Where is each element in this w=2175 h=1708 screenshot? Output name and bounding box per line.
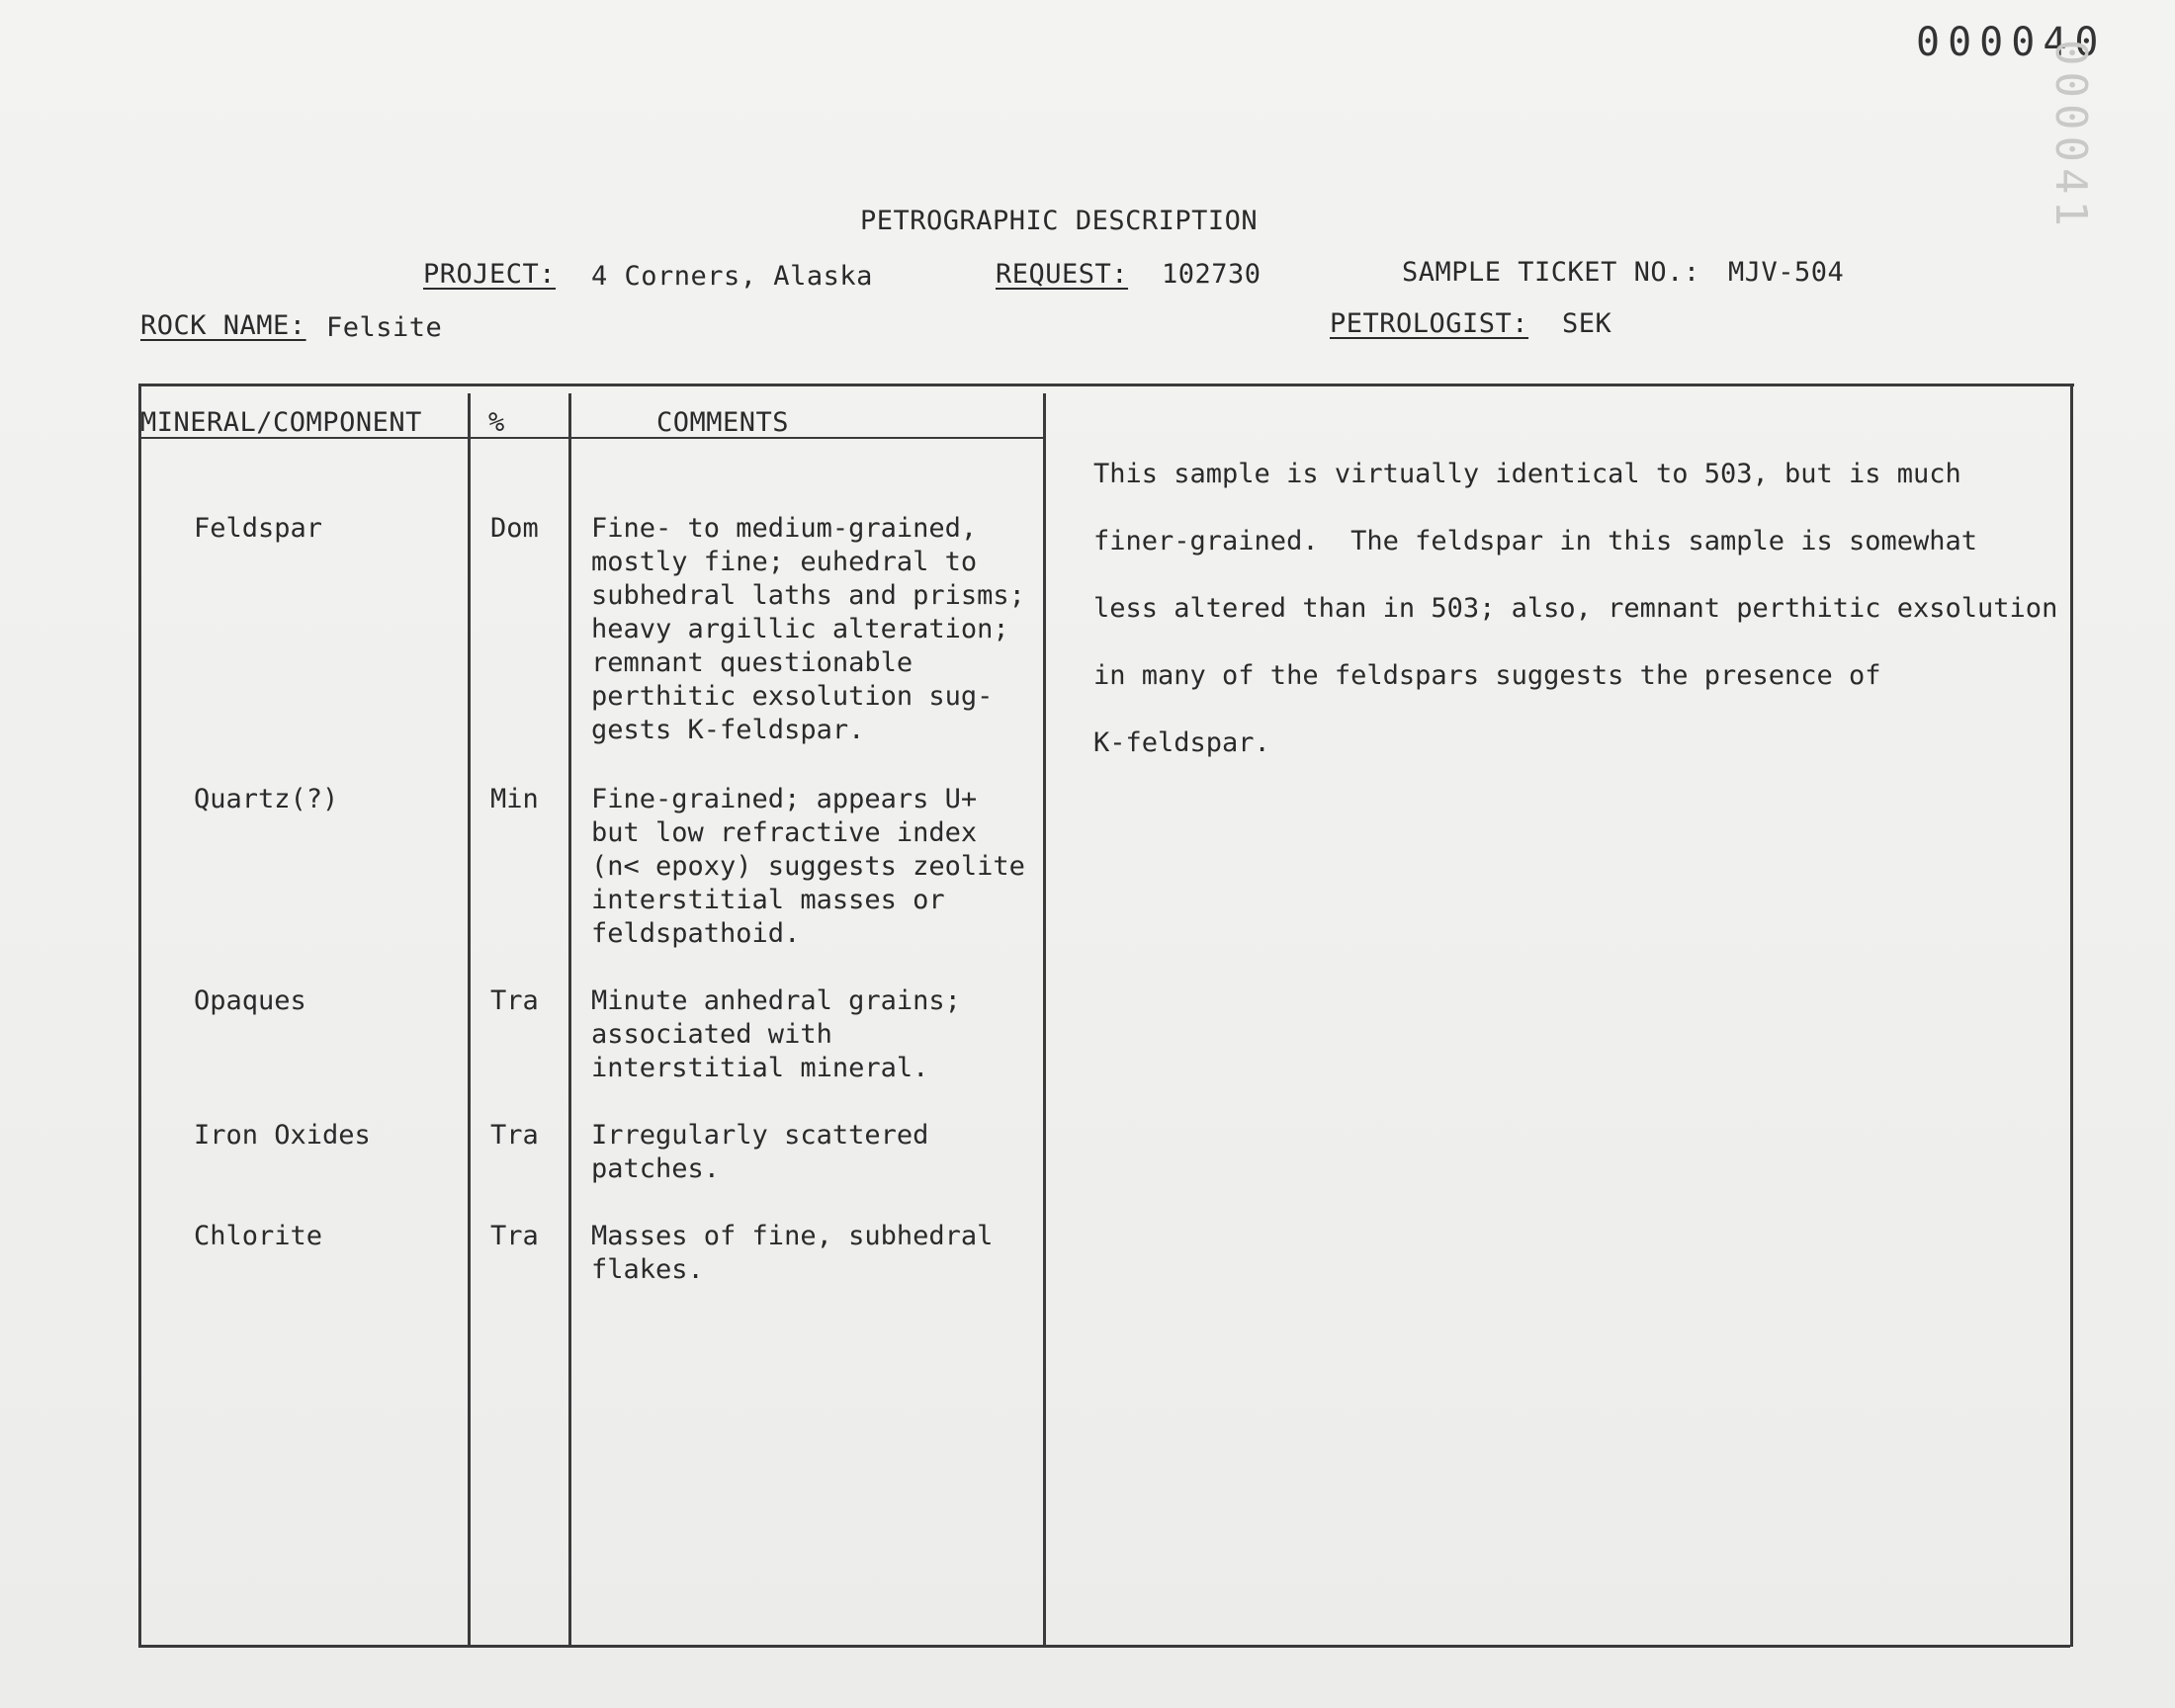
table-row-mineral: Quartz(?)	[194, 784, 339, 814]
table-top-border	[138, 384, 2074, 386]
table-row-comment: Fine- to medium-grained, mostly fine; euhedral to subhedral laths and prisms; heavy argillic alteration; remnant questionable perthitic exsolution sug- gests K-feldspar.	[591, 513, 1025, 745]
table-row-mineral: Feldspar	[194, 513, 323, 544]
table-row-comment: Minute anhedral grains; associated with interstitial mineral.	[591, 985, 961, 1083]
column-divider-remarks	[1043, 393, 1046, 1645]
table-left-border	[138, 384, 141, 1647]
sample-ticket-value: MJV-504	[1728, 257, 1845, 288]
request-value: 102730	[1162, 259, 1262, 290]
rock-name-value: Felsite	[326, 312, 443, 343]
project-label: PROJECT:	[423, 259, 557, 290]
table-row-mineral: Chlorite	[194, 1221, 323, 1251]
table-row-percent: Min	[490, 784, 539, 814]
sample-ticket-label: SAMPLE TICKET NO.:	[1402, 257, 1700, 288]
request-label: REQUEST:	[996, 259, 1129, 290]
column-divider-percent	[468, 393, 471, 1645]
table-right-border	[2070, 384, 2073, 1647]
document-number-stamp: 000040	[1916, 20, 2107, 65]
column-divider-comments	[568, 393, 571, 1645]
side-number-stamp: 000041	[2045, 40, 2096, 232]
project-value: 4 Corners, Alaska	[591, 261, 873, 292]
table-row-comment: Irregularly scattered patches.	[591, 1120, 929, 1184]
table-row-percent: Tra	[490, 1221, 539, 1251]
column-header-mineral: MINERAL/COMPONENT	[140, 407, 422, 438]
petrologist-label: PETROLOGIST:	[1330, 308, 1529, 339]
document-title: PETROGRAPHIC DESCRIPTION	[860, 206, 1259, 236]
remarks-text: This sample is virtually identical to 503, but is much finer-grained. The feldspar in this sample is somewhat less altered than in 503; also, remnant perthitic exsolution in many of the feldspars suggests the presence of K-feldspar.	[1093, 459, 2058, 758]
table-row-percent: Dom	[490, 513, 539, 544]
petrologist-value: SEK	[1562, 308, 1612, 339]
table-bottom-border	[138, 1645, 2070, 1648]
table-row-comment: Fine-grained; appears U+ but low refractive index (n< epoxy) suggests zeolite interstitial masses or feldspathoid.	[591, 784, 1025, 949]
table-row-percent: Tra	[490, 985, 539, 1016]
table-row-comment: Masses of fine, subhedral flakes.	[591, 1221, 994, 1285]
column-header-comments: COMMENTS	[656, 407, 790, 438]
table-row-percent: Tra	[490, 1120, 539, 1151]
table-row-mineral: Iron Oxides	[194, 1120, 371, 1151]
column-header-percent: %	[488, 407, 505, 438]
rock-name-label: ROCK NAME:	[140, 310, 306, 341]
table-row-mineral: Opaques	[194, 985, 306, 1016]
